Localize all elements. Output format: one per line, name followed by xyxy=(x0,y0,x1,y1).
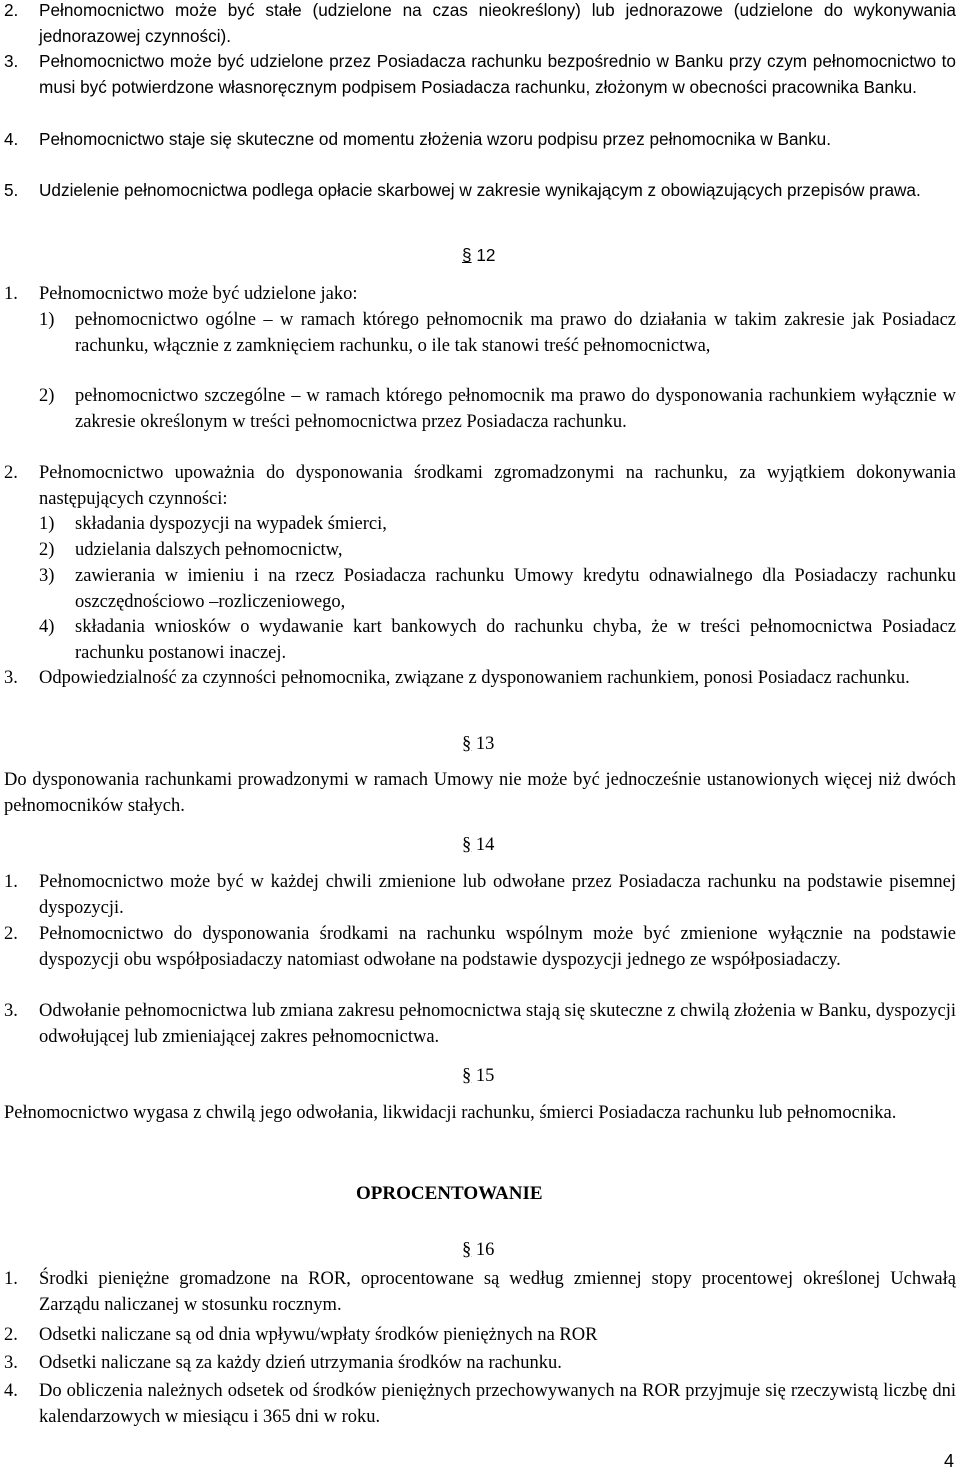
sec14-item-2 xyxy=(4,922,956,973)
section-12-header xyxy=(462,242,495,268)
sec12-item-1 xyxy=(4,282,956,308)
item-number: 2. xyxy=(4,0,19,20)
section-number: 16 xyxy=(475,1240,495,1260)
section-14-header xyxy=(462,833,494,857)
section-13-header xyxy=(462,732,494,756)
item-number: 3. xyxy=(4,1353,18,1373)
subitem-number: 4) xyxy=(39,617,55,637)
sec12-item-2-4 xyxy=(39,615,956,666)
sec12-item-2-1 xyxy=(39,512,956,538)
item-text: Odpowiedzialność za czynności pełnomocnika, związane z dysponowaniem rachunkiem, ponosi Posiadacz rachunku. xyxy=(39,668,910,688)
page-number: 4 xyxy=(943,1451,954,1471)
subitem-text: zawierania w imieniu i na rzecz Posiadacza rachunku Umowy kredytu odnawialnego dla Posiadaczy rachunku oszczędnościowo –rozliczeniowego, xyxy=(75,566,956,612)
subitem-text: składania dyspozycji na wypadek śmierci, xyxy=(75,514,387,534)
subitem-text: udzielania dalszych pełnomocnictw, xyxy=(75,540,343,560)
item-number: 1. xyxy=(4,284,18,304)
sec16-item-2 xyxy=(4,1323,956,1349)
item-text: Środki pieniężne gromadzone na ROR, oprocentowane są według zmiennej stopy procentowej określonej Uchwałą Zarządu naliczanej w stosunku rocznym. xyxy=(39,1269,956,1315)
section-16-header xyxy=(462,1238,494,1262)
item-text: Odwołanie pełnomocnictwa lub zmiana zakresu pełnomocnictwa stają się skuteczne z chwilą złożenia w Banku, dyspozycji odwołującej lub zmieniającej zakres pełnomocnictwa. xyxy=(39,1001,956,1047)
item-text: Pełnomocnictwo może być w każdej chwili zmienione lub odwołane przez Posiadacza rachunku na podstawie pisemnej dyspozycji. xyxy=(39,872,956,918)
section-number: 15 xyxy=(475,1066,495,1086)
item-number: 2. xyxy=(4,1325,18,1345)
item-text: Odsetki naliczane są od dnia wpływu/wpłaty środków pieniężnych na ROR xyxy=(39,1325,598,1345)
sec14-item-1 xyxy=(4,870,956,921)
subitem-number: 2) xyxy=(39,540,55,560)
subitem-text: pełnomocnictwo ogólne – w ramach którego pełnomocnik ma prawo do działania w takim zakresie jak Posiadacz rachunku, włącznie z zamknięciem rachunku, o ile tak stanowi treść pełnomocnictwa, xyxy=(75,310,956,356)
item-number: 3. xyxy=(4,51,19,71)
subitem-text: pełnomocnictwo szczególne – w ramach którego pełnomocnik ma prawo do dysponowania rachunkiem wyłącznie w zakresie określonym w treści pełnomocnictwa przez Posiadacza rachunku. xyxy=(75,386,956,432)
sec11-item-2 xyxy=(4,0,956,49)
sec12-item-3 xyxy=(4,666,956,692)
subitem-number: 1) xyxy=(39,310,55,330)
sec16-item-1 xyxy=(4,1267,956,1318)
subitem-number: 2) xyxy=(39,386,55,406)
item-number: 3. xyxy=(4,1001,18,1021)
item-text: Do obliczenia należnych odsetek od środków pieniężnych przechowywanych na ROR przyjmuje się rzeczywistą liczbę dni kalendarzowych w miesiącu i 365 dni w roku. xyxy=(39,1381,956,1427)
item-number: 1. xyxy=(4,1269,18,1289)
sec12-item-1-2 xyxy=(39,384,956,435)
section-number: 14 xyxy=(475,835,495,855)
item-text: Udzielenie pełnomocnictwa podlega opłacie skarbowej w zakresie wynikającym z obowiązujących przepisów prawa. xyxy=(39,180,921,200)
sec11-item-5 xyxy=(4,177,956,203)
item-number: 5. xyxy=(4,180,19,200)
item-text: Pełnomocnictwo może być udzielone jako: xyxy=(39,284,358,304)
item-text: Pełnomocnictwo upoważnia do dysponowania środkami zgromadzonymi na rachunku, za wyjątkiem dokonywania następujących czynności: xyxy=(39,463,956,509)
section-number: 12 xyxy=(476,245,496,265)
item-number: 2. xyxy=(4,924,18,944)
item-number: 4. xyxy=(4,1381,18,1401)
sec13-paragraph: Do dysponowania rachunkami prowadzonymi w ramach Umowy nie może być jednocześnie ustanowionych więcej niż dwóch pełnomocników stałych. xyxy=(4,770,956,816)
section-mark: § xyxy=(462,835,472,855)
sec16-item-4 xyxy=(4,1379,956,1430)
section-number: 13 xyxy=(475,734,495,754)
sec12-item-2-3 xyxy=(39,564,956,615)
sec14-item-3 xyxy=(4,999,956,1050)
sec16-item-3 xyxy=(4,1351,956,1377)
section-mark: § xyxy=(462,245,472,265)
sec11-item-4 xyxy=(4,126,956,152)
item-text: Pełnomocnictwo może być udzielone przez Posiadacza rachunku bezpośrednio w Banku przy czym pełnomocnictwo to musi być potwierdzone własnoręcznym podpisem Posiadacza rachunku, złożonym w obecności pracownika Banku. xyxy=(39,51,956,97)
item-number: 2. xyxy=(4,463,18,483)
subitem-text: składania wniosków o wydawanie kart bankowych do rachunku chyba, że w treści pełnomocnictwa Posiadacz rachunku postanowi inaczej. xyxy=(75,617,956,663)
section-mark: § xyxy=(462,1240,472,1260)
sec12-item-2-2 xyxy=(39,538,956,564)
item-text: Odsetki naliczane są za każdy dzień utrzymania środków na rachunku. xyxy=(39,1353,562,1373)
sec12-item-2 xyxy=(4,461,956,512)
section-mark: § xyxy=(462,734,472,754)
item-number: 4. xyxy=(4,129,19,149)
section-mark: § xyxy=(462,1066,472,1086)
item-text: Pełnomocnictwo staje się skuteczne od momentu złożenia wzoru podpisu przez pełnomocnika w Banku. xyxy=(39,129,831,149)
section-15-header xyxy=(462,1064,494,1088)
item-text: Pełnomocnictwo może być stałe (udzielone na czas nieokreślony) lub jednorazowe (udzielone do wykonywania jednorazowej czynności). xyxy=(39,0,956,46)
subitem-number: 1) xyxy=(39,514,55,534)
sec15-paragraph: Pełnomocnictwo wygasa z chwilą jego odwołania, likwidacji rachunku, śmierci Posiadacza rachunku lub pełnomocnika. xyxy=(4,1103,897,1123)
sec12-item-1-1 xyxy=(39,308,956,359)
item-number: 1. xyxy=(4,872,18,892)
section-heading: OPROCENTOWANIE xyxy=(356,1183,543,1204)
subitem-number: 3) xyxy=(39,566,55,586)
item-number: 3. xyxy=(4,668,18,688)
sec11-item-3 xyxy=(4,48,956,100)
item-text: Pełnomocnictwo do dysponowania środkami na rachunku wspólnym może być zmienione wyłącznie na podstawie dyspozycji obu współposiadaczy natomiast odwołane na podstawie dyspozycji jednego ze współposiadaczy. xyxy=(39,924,956,970)
